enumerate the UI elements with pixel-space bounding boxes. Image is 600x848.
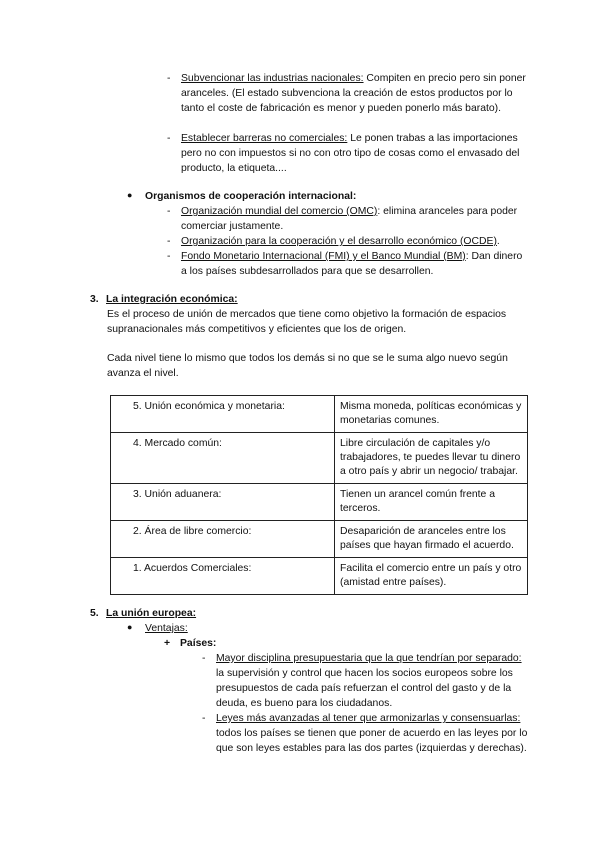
item-term: Organización mundial del comercio (OMC) — [181, 206, 378, 217]
table-row — [111, 484, 528, 521]
table-row — [111, 433, 528, 484]
item-term: Subvencionar las industrias nacionales: — [181, 73, 364, 84]
dash-bullet: - — [202, 713, 206, 724]
plus-bullet: + — [164, 638, 171, 649]
list-item — [202, 651, 528, 711]
item-text: . — [496, 236, 500, 247]
item-text: todos los países se tienen que poner de acuerdo en las leyes por lo que son leyes estables para las dos partes (izquierdas y derechas). — [216, 728, 528, 754]
paragraph: Cada nivel tiene lo mismo que todos los demás si no que se le suma algo nuevo según avanza el nivel. — [107, 353, 508, 379]
organizations-title: Organismos de cooperación internacional: — [145, 191, 357, 202]
dash-bullet: - — [167, 236, 171, 247]
item-term: Establecer barreras no comerciales: — [181, 133, 348, 144]
level-cell: 1. Acuerdos Comerciales: — [111, 558, 335, 595]
description-cell: Facilita el comercio entre un país y otro (amistad entre países). — [335, 558, 528, 595]
dash-bullet: - — [167, 133, 171, 144]
item-text: Compiten en precio pero sin poner aranceles. (El estado subvenciona la creación de estos productos por lo tanto el coste de fabricación es menor y pueden ponerlo más barato). — [181, 73, 526, 114]
bullet-dot: ● — [127, 190, 133, 200]
item-term: Leyes más avanzadas al tener que armonizarlas y consensuarlas: — [216, 713, 521, 724]
table-row — [111, 396, 528, 433]
bullet-dot: ● — [127, 622, 133, 632]
countries-label: Países: — [180, 638, 217, 649]
item-text: : elimina aranceles para poder comerciar justamente. — [181, 206, 518, 232]
item-text: Le ponen trabas a las importaciones pero no con impuestos si no con otro tipo de cosas como el envasado del producto, la etiqueta.... — [181, 133, 520, 174]
list-item — [167, 204, 526, 234]
advantages-label: Ventajas: — [145, 623, 188, 634]
item-term: Mayor disciplina presupuestaria que la que tendrían por separado: — [216, 653, 522, 664]
table-row — [111, 558, 528, 595]
description-cell: Misma moneda, políticas económicas y monetarias comunes. — [335, 396, 528, 433]
description-cell: Desaparición de aranceles entre los países que hayan firmado el acuerdo. — [335, 521, 528, 558]
dash-bullet: - — [167, 251, 171, 262]
list-item — [167, 249, 526, 279]
item-text: : Dan dinero a los países subdesarrollados para que se desarrollen. — [181, 251, 523, 277]
item-term: Fondo Monetario Internacional (FMI) y el Banco Mundial (BM) — [181, 251, 466, 262]
integration-levels-table — [110, 395, 528, 595]
level-cell: 2. Área de libre comercio: — [111, 521, 335, 558]
item-text: la supervisión y control que hacen los socios europeos sobre los presupuestos de cada país refuerzan el control del gasto y de la deuda, es bueno para los ciudadanos. — [216, 668, 513, 709]
item-term: Organización para la cooperación y el desarrollo económico (OCDE) — [181, 236, 497, 247]
section-heading — [90, 292, 238, 307]
description-cell: Tienen un arancel común frente a terceros. — [335, 484, 528, 521]
section-title: La unión europea: — [106, 608, 197, 619]
dash-bullet: - — [202, 653, 206, 664]
list-item — [167, 234, 541, 249]
dash-bullet: - — [167, 206, 171, 217]
description-cell: Libre circulación de capitales y/o trabajadores, te puedes llevar tu dinero a otro país y abrir un negocio/ trabajar. — [335, 433, 528, 484]
list-item — [202, 711, 528, 756]
paragraph: Es el proceso de unión de mercados que tiene como objetivo la formación de espacios supranacionales más competitivos y eficientes que los de origen. — [107, 309, 507, 335]
level-cell: 5. Unión económica y monetaria: — [111, 396, 335, 433]
level-cell: 4. Mercado común: — [111, 433, 335, 484]
list-item — [167, 71, 526, 116]
section-heading — [90, 606, 196, 621]
dash-bullet: - — [167, 73, 171, 84]
section-number: 3. — [90, 294, 99, 305]
list-item — [167, 131, 526, 176]
section-number: 5. — [90, 608, 99, 619]
table-row — [111, 521, 528, 558]
level-cell: 3. Unión aduanera: — [111, 484, 335, 521]
section-title: La integración económica: — [106, 294, 238, 305]
